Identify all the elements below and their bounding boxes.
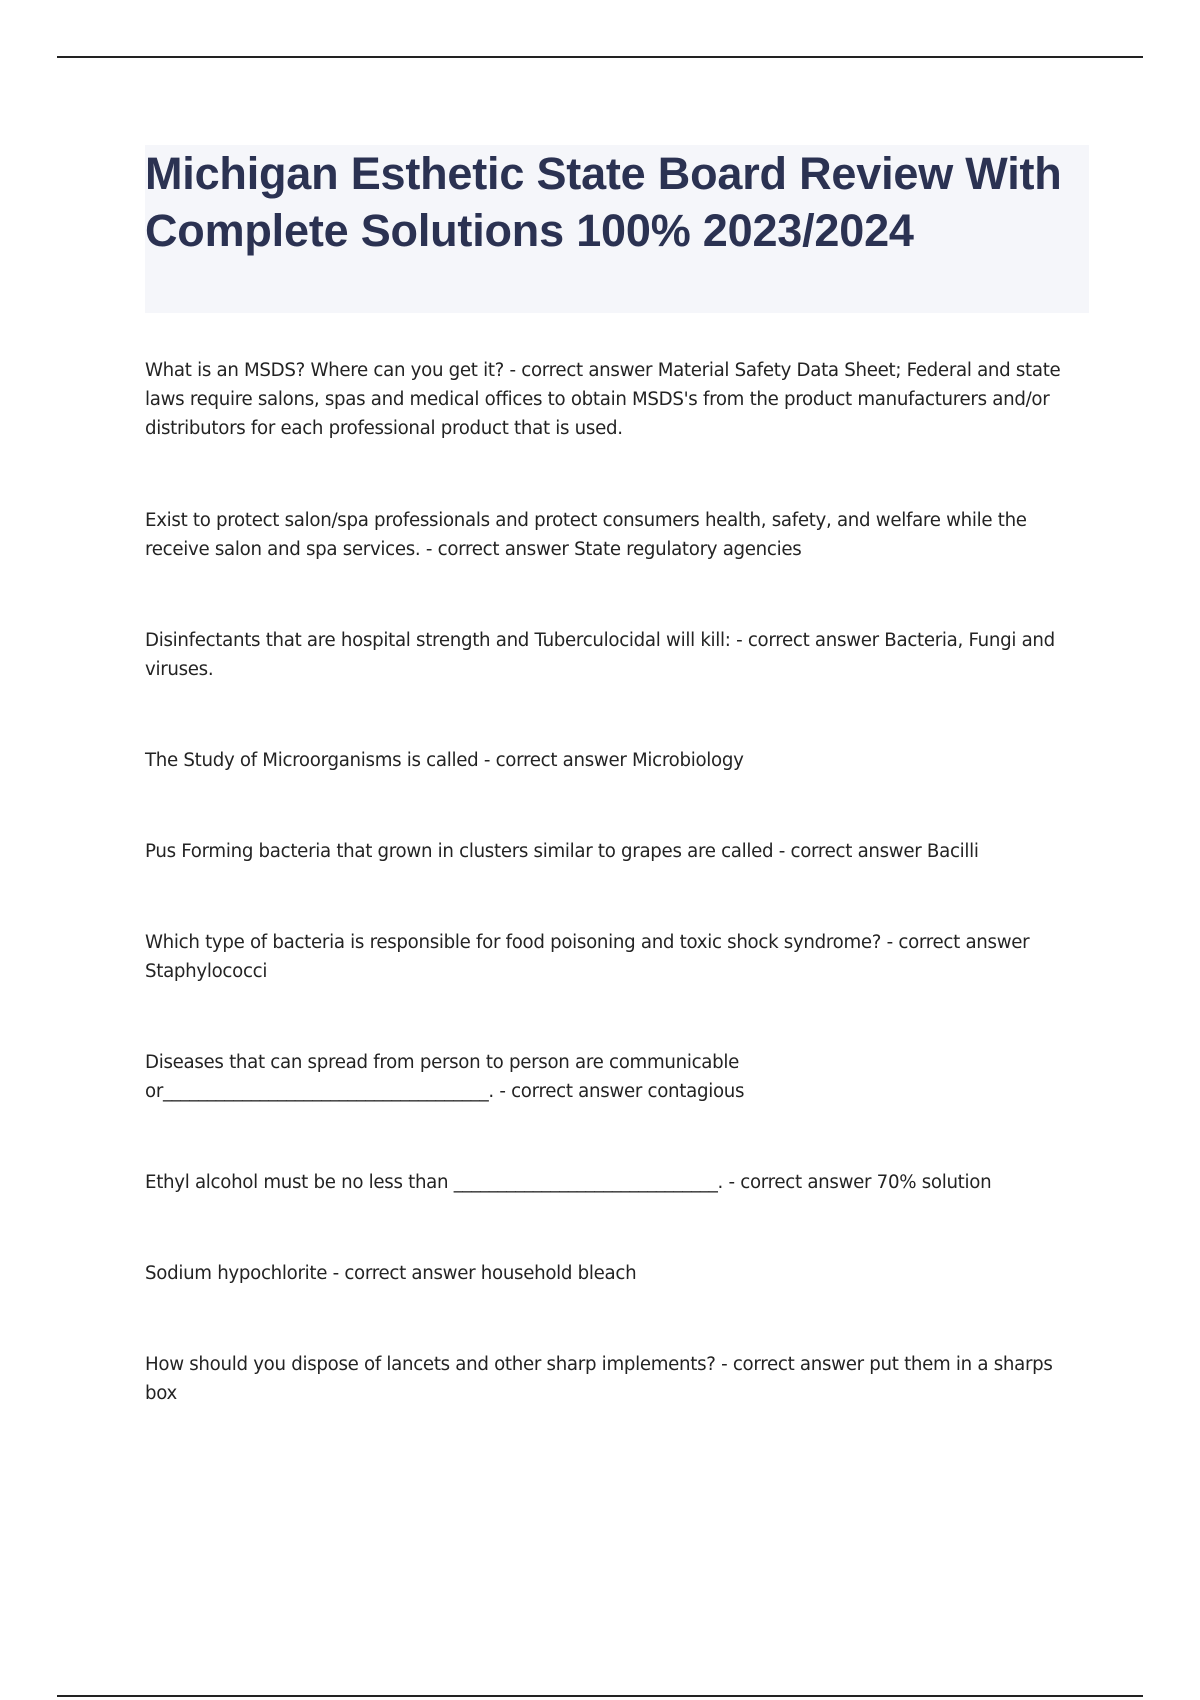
qa-item: Exist to protect salon/spa professionals and protect consumers health, safety, and welfare while the receive salon and spa services. - correct answer State regulatory agencies [145, 510, 1027, 560]
title-block [145, 145, 1089, 313]
qa-item: How should you dispose of lancets and other sharp implements? - correct answer put them in a sharps box [145, 1354, 1053, 1404]
qa-item: Which type of bacteria is responsible for food poisoning and toxic shock syndrome? - correct answer Staphylococci [145, 932, 1030, 982]
qa-item: The Study of Microorganisms is called - correct answer Microbiology [145, 750, 744, 771]
bottom-rule [57, 1695, 1143, 1697]
qa-item: Disinfectants that are hospital strength and Tuberculocidal will kill: - correct answer Bacteria, Fungi and viruses. [145, 630, 1055, 680]
qa-item: Pus Forming bacteria that grown in clusters similar to grapes are called - correct answer Bacilli [145, 841, 979, 862]
document-title: Michigan Esthetic State Board Review With Complete Solutions 100% 2023/2024 [145, 148, 1062, 256]
qa-item: Sodium hypochlorite - correct answer household bleach [145, 1263, 637, 1284]
qa-item: Ethyl alcohol must be no less than ______________________________. - correct answer 70% solution [145, 1172, 992, 1193]
qa-item: What is an MSDS? Where can you get it? - correct answer Material Safety Data Sheet; Federal and state laws require salons, spas and medical offices to obtain MSDS's from the product manufacturers and/or distributors for each professional product that is used. [145, 360, 1061, 439]
qa-item: Diseases that can spread from person to person are communicable or_____________________________________. - correct answer contagious [145, 1052, 745, 1102]
top-rule [57, 56, 1143, 58]
